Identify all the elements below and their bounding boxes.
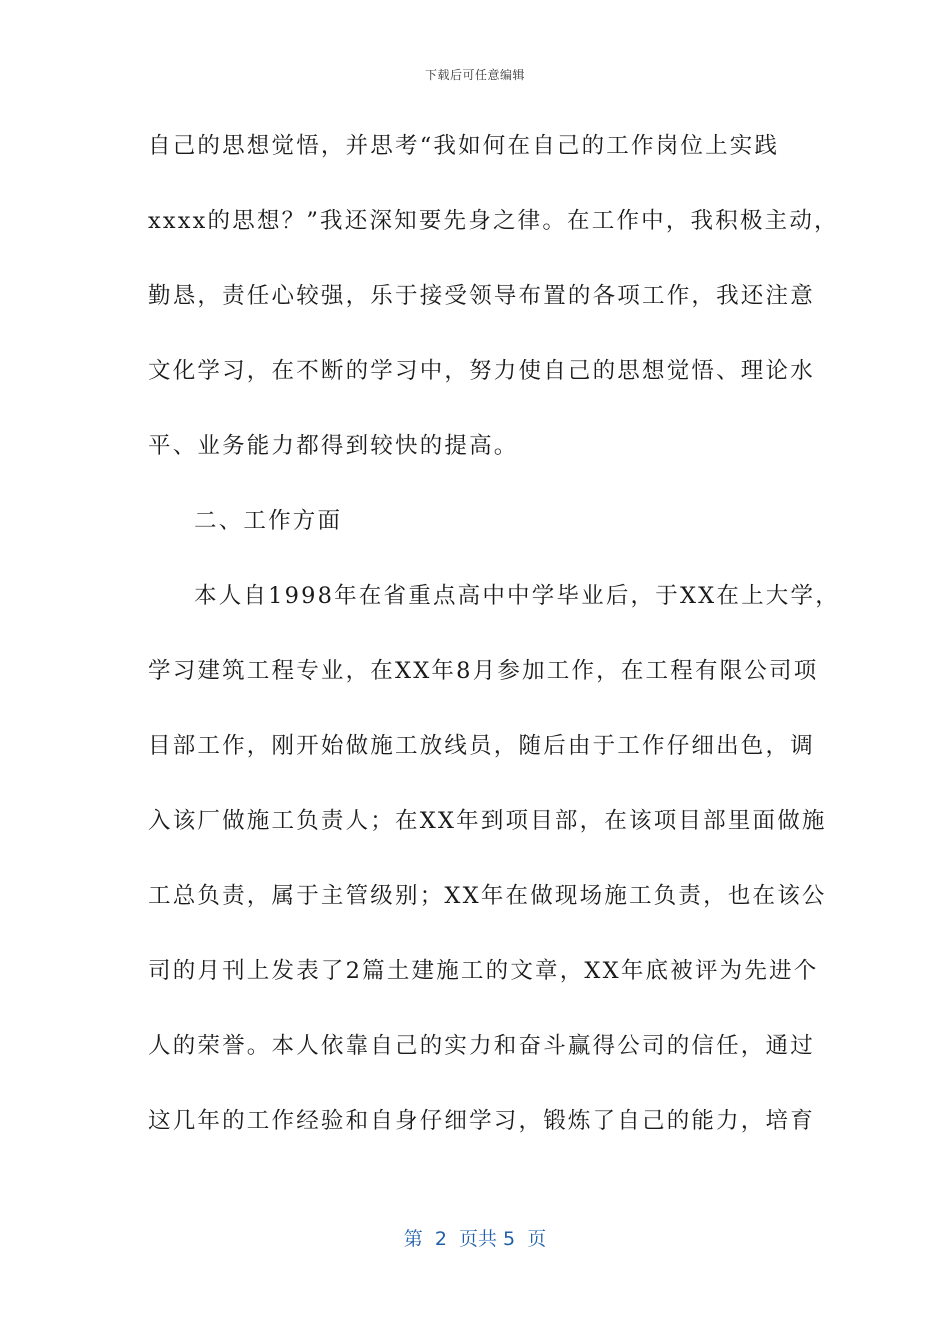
body-line-4: 文化学习，在不断的学习中，努力使自己的思想觉悟、理论水 — [148, 358, 815, 384]
body-line-2: xxxx的思想？”我还深知要先身之律。在工作中，我积极主动， — [148, 208, 839, 234]
section-heading: 二、工作方面 — [194, 508, 343, 534]
body-line-9: 目部工作，刚开始做施工放线员，随后由于工作仔细出色，调 — [148, 733, 815, 759]
body-line-13: 人的荣誉。本人依靠自己的实力和奋斗赢得公司的信任，通过 — [148, 1033, 815, 1059]
page-number-footer: 第 2 页共 5 页 — [403, 1228, 547, 1250]
body-line-7: 本人自1998年在省重点高中中学毕业后，于XX在上大学， — [194, 583, 840, 609]
body-line-10: 入该厂做施工负责人；在XX年到项目部，在该项目部里面做施 — [148, 808, 827, 834]
body-line-12: 司的月刊上发表了2篇土建施工的文章，XX年底被评为先进个 — [148, 958, 819, 984]
document-body — [148, 118, 838, 1168]
body-line-14: 这几年的工作经验和自身仔细学习，锻炼了自己的能力，培育 — [148, 1108, 815, 1134]
body-line-3: 勤恳，责任心较强，乐于接受领导布置的各项工作，我还注意 — [148, 283, 815, 309]
body-line-8: 学习建筑工程专业，在XX年8月参加工作，在工程有限公司项 — [148, 658, 819, 684]
body-line-1: 自己的思想觉悟，并思考“我如何在自己的工作岗位上实践 — [148, 133, 780, 159]
page-header: 下载后可任意编辑 — [424, 68, 525, 82]
body-line-5: 平、业务能力都得到较快的提高。 — [148, 433, 519, 459]
body-line-11: 工总负责，属于主管级别；XX年在做现场施工负责，也在该公 — [148, 883, 827, 909]
